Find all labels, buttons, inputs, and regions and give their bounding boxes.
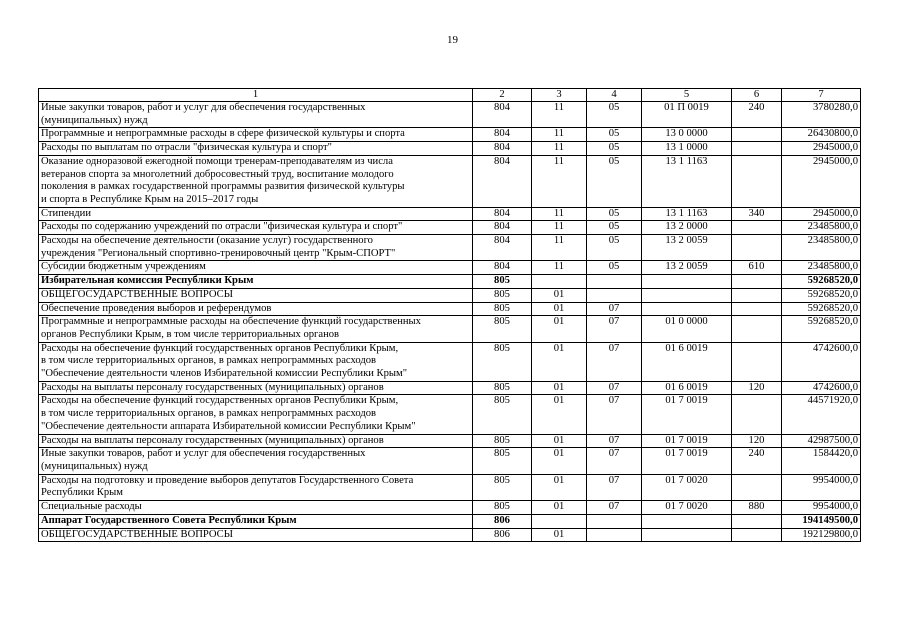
row-c6-cell (732, 128, 782, 142)
row-c5-cell: 01 П 0019 (642, 102, 732, 128)
row-name-cell (39, 275, 473, 289)
row-c4-cell: 07 (587, 434, 642, 448)
row-c5-cell: 13 1 1163 (642, 155, 732, 207)
table-row (39, 528, 861, 542)
page-number: 19 (447, 34, 458, 46)
row-name-cell (39, 302, 473, 316)
row-sum-cell: 2945000,0 (782, 142, 861, 156)
row-name-line: Избирательная комиссия Республики Крым (41, 275, 254, 287)
header-col-6: 6 (732, 89, 782, 102)
row-c4-cell (587, 528, 642, 542)
row-c3-cell: 01 (532, 381, 587, 395)
row-c3-cell: 01 (532, 434, 587, 448)
row-c5-cell (642, 302, 732, 316)
row-c6-cell: 610 (732, 261, 782, 275)
table-header-row (39, 89, 861, 102)
row-name-line: Аппарат Государственного Совета Республики Крым (41, 514, 297, 526)
row-c2-cell: 806 (473, 514, 532, 528)
row-c5-cell: 13 1 1163 (642, 207, 732, 221)
row-name-cell (39, 221, 473, 235)
row-name-cell (39, 474, 473, 500)
row-name-line: Программные и непрограммные расходы на обеспечение функций государственных (41, 316, 421, 328)
row-c2-cell: 804 (473, 142, 532, 156)
row-name-cell (39, 501, 473, 515)
row-c5-cell: 01 7 0019 (642, 448, 732, 474)
budget-table (38, 88, 861, 542)
row-name-cell (39, 316, 473, 342)
row-c3-cell: 11 (532, 142, 587, 156)
row-sum-cell: 59268520,0 (782, 275, 861, 289)
table-row (39, 474, 861, 500)
table-row (39, 275, 861, 289)
row-c6-cell (732, 221, 782, 235)
row-c2-cell: 805 (473, 275, 532, 289)
row-c3-cell: 01 (532, 342, 587, 381)
row-name-line: в том числе территориальных органов, в рамках непрограммных расходов (41, 355, 377, 367)
row-c6-cell (732, 288, 782, 302)
row-c2-cell: 805 (473, 288, 532, 302)
table-row (39, 128, 861, 142)
row-c5-cell: 01 6 0019 (642, 381, 732, 395)
table-row (39, 501, 861, 515)
row-c3-cell: 01 (532, 474, 587, 500)
table-row (39, 235, 861, 261)
row-c2-cell: 805 (473, 381, 532, 395)
row-c2-cell: 805 (473, 342, 532, 381)
table-row (39, 221, 861, 235)
row-c5-cell: 01 7 0020 (642, 474, 732, 500)
row-c3-cell: 11 (532, 261, 587, 275)
row-name-line: Расходы на обеспечение функций государственных органов Республики Крым, (41, 395, 399, 407)
row-c2-cell: 805 (473, 474, 532, 500)
row-c6-cell: 240 (732, 102, 782, 128)
row-name-cell (39, 342, 473, 381)
row-name-cell (39, 155, 473, 207)
row-c4-cell: 05 (587, 261, 642, 275)
row-c2-cell: 804 (473, 102, 532, 128)
row-c6-cell: 120 (732, 381, 782, 395)
row-name-line: поколения в рамках государственной программы развития физической культуры (41, 181, 405, 193)
row-c4-cell: 07 (587, 381, 642, 395)
row-name-line: Расходы по выплатам по отрасли "физическая культура и спорт" (41, 142, 332, 154)
row-c6-cell (732, 302, 782, 316)
row-c5-cell: 13 2 0059 (642, 261, 732, 275)
row-c3-cell: 01 (532, 501, 587, 515)
row-c4-cell: 07 (587, 342, 642, 381)
row-c3-cell: 01 (532, 395, 587, 434)
row-c4-cell: 05 (587, 128, 642, 142)
row-c4-cell: 07 (587, 474, 642, 500)
row-sum-cell: 42987500,0 (782, 434, 861, 448)
row-c2-cell: 804 (473, 235, 532, 261)
row-c6-cell: 880 (732, 501, 782, 515)
table-row (39, 302, 861, 316)
row-c6-cell: 120 (732, 434, 782, 448)
row-c5-cell: 01 6 0019 (642, 342, 732, 381)
row-sum-cell: 59268520,0 (782, 316, 861, 342)
table-row (39, 155, 861, 207)
row-name-line: Обеспечение проведения выборов и референдумов (41, 302, 272, 314)
row-c4-cell: 07 (587, 448, 642, 474)
header-col-7: 7 (782, 89, 861, 102)
table-row (39, 514, 861, 528)
row-name-line: Расходы на выплаты персоналу государственных (муниципальных) органов (41, 381, 384, 393)
row-sum-cell: 44571920,0 (782, 395, 861, 434)
row-name-cell (39, 434, 473, 448)
header-col-4: 4 (587, 89, 642, 102)
row-c5-cell: 01 0 0000 (642, 316, 732, 342)
row-name-cell (39, 207, 473, 221)
row-c4-cell: 07 (587, 395, 642, 434)
row-name-line: Расходы на обеспечение деятельности (оказание услуг) государственного (41, 235, 373, 247)
table-row (39, 316, 861, 342)
row-name-line: в том числе территориальных органов, в рамках непрограммных расходов (41, 408, 377, 420)
row-c2-cell: 804 (473, 207, 532, 221)
table-row (39, 434, 861, 448)
row-name-line: ОБЩЕГОСУДАРСТВЕННЫЕ ВОПРОСЫ (41, 528, 233, 540)
row-name-line: органов Республики Крым, в том числе территориальных органов (41, 328, 340, 340)
row-c2-cell: 805 (473, 302, 532, 316)
row-c3-cell: 01 (532, 316, 587, 342)
row-name-line: ветеранов спорта за многолетний добросовестный труд, воспитание молодого (41, 168, 394, 180)
row-c3-cell: 11 (532, 102, 587, 128)
row-c2-cell: 804 (473, 128, 532, 142)
row-name-line: Расходы на подготовку и проведение выборов депутатов Государственного Совета (41, 474, 414, 486)
row-sum-cell: 3780280,0 (782, 102, 861, 128)
row-name-line: Республики Крым (41, 487, 123, 499)
row-name-line: ОБЩЕГОСУДАРСТВЕННЫЕ ВОПРОСЫ (41, 288, 233, 300)
row-sum-cell: 1584420,0 (782, 448, 861, 474)
row-sum-cell: 4742600,0 (782, 342, 861, 381)
row-name-line: Стипендии (41, 207, 91, 219)
row-c6-cell (732, 474, 782, 500)
table-row (39, 288, 861, 302)
header-col-2: 2 (473, 89, 532, 102)
row-name-line: (муниципальных) нужд (41, 114, 148, 126)
row-c5-cell: 13 2 0000 (642, 221, 732, 235)
row-name-line: Расходы по содержанию учреждений по отрасли "физическая культура и спорт" (41, 221, 403, 233)
row-c5-cell (642, 514, 732, 528)
table-row (39, 261, 861, 275)
row-c3-cell: 01 (532, 302, 587, 316)
row-c3-cell (532, 275, 587, 289)
row-c5-cell: 13 0 0000 (642, 128, 732, 142)
row-name-line: Субсидии бюджетным учреждениям (41, 261, 206, 273)
row-c3-cell: 01 (532, 448, 587, 474)
row-c3-cell: 11 (532, 128, 587, 142)
row-c4-cell: 05 (587, 207, 642, 221)
row-c4-cell: 07 (587, 316, 642, 342)
row-c4-cell: 07 (587, 501, 642, 515)
row-c4-cell: 05 (587, 155, 642, 207)
table-row (39, 207, 861, 221)
row-sum-cell: 23485800,0 (782, 235, 861, 261)
row-c5-cell: 13 1 0000 (642, 142, 732, 156)
row-sum-cell: 192129800,0 (782, 528, 861, 542)
row-name-cell (39, 395, 473, 434)
row-c4-cell: 05 (587, 102, 642, 128)
row-c2-cell: 805 (473, 448, 532, 474)
row-c2-cell: 805 (473, 434, 532, 448)
table-row (39, 448, 861, 474)
row-c3-cell: 11 (532, 235, 587, 261)
row-name-line: и спорта в Республике Крым на 2015–2017 годы (41, 193, 259, 205)
row-c2-cell: 806 (473, 528, 532, 542)
row-name-cell (39, 288, 473, 302)
row-c6-cell (732, 342, 782, 381)
row-sum-cell: 2945000,0 (782, 155, 861, 207)
row-c3-cell: 11 (532, 155, 587, 207)
row-c3-cell (532, 514, 587, 528)
row-c3-cell: 01 (532, 528, 587, 542)
row-c2-cell: 804 (473, 221, 532, 235)
row-sum-cell: 9954000,0 (782, 501, 861, 515)
row-c2-cell: 805 (473, 316, 532, 342)
row-c6-cell (732, 275, 782, 289)
row-c6-cell (732, 155, 782, 207)
row-c5-cell (642, 275, 732, 289)
row-c5-cell: 13 2 0059 (642, 235, 732, 261)
row-sum-cell: 4742600,0 (782, 381, 861, 395)
row-c3-cell: 01 (532, 288, 587, 302)
row-name-line: Иные закупки товаров, работ и услуг для обеспечения государственных (41, 102, 366, 113)
row-name-cell (39, 128, 473, 142)
row-c6-cell (732, 142, 782, 156)
row-name-line: Оказание одноразовой ежегодной помощи тренерам-преподавателям из числа (41, 155, 393, 167)
row-name-line: Расходы на выплаты персоналу государственных (муниципальных) органов (41, 434, 384, 446)
row-c4-cell (587, 275, 642, 289)
row-name-line: Расходы на обеспечение функций государственных органов Республики Крым, (41, 342, 399, 354)
row-name-line: учреждения "Региональный спортивно-тренировочный центр "Крым-СПОРТ" (41, 247, 396, 259)
row-sum-cell: 2945000,0 (782, 207, 861, 221)
table-row (39, 381, 861, 395)
row-c6-cell: 340 (732, 207, 782, 221)
table-row (39, 142, 861, 156)
table-body (39, 102, 861, 542)
row-name-cell (39, 102, 473, 128)
header-col-5: 5 (642, 89, 732, 102)
row-c6-cell (732, 316, 782, 342)
table-row (39, 102, 861, 128)
row-c4-cell: 05 (587, 221, 642, 235)
header-col-1: 1 (39, 89, 473, 102)
row-name-line: Программные и непрограммные расходы в сфере физической культуры и спорта (41, 128, 405, 140)
row-name-cell (39, 235, 473, 261)
table-row (39, 395, 861, 434)
row-sum-cell: 26430800,0 (782, 128, 861, 142)
row-name-cell (39, 261, 473, 275)
row-sum-cell: 59268520,0 (782, 302, 861, 316)
row-name-line: "Обеспечение деятельности членов Избирательной комиссии Республики Крым" (41, 368, 408, 380)
row-name-line: Иные закупки товаров, работ и услуг для обеспечения государственных (41, 448, 366, 460)
row-c2-cell: 805 (473, 395, 532, 434)
row-c2-cell: 804 (473, 155, 532, 207)
row-c2-cell: 805 (473, 501, 532, 515)
row-c6-cell: 240 (732, 448, 782, 474)
row-c4-cell (587, 288, 642, 302)
row-sum-cell: 9954000,0 (782, 474, 861, 500)
row-name-cell (39, 514, 473, 528)
header-col-3: 3 (532, 89, 587, 102)
row-c2-cell: 804 (473, 261, 532, 275)
row-sum-cell: 59268520,0 (782, 288, 861, 302)
row-name-cell (39, 381, 473, 395)
row-name-cell (39, 142, 473, 156)
row-name-line: "Обеспечение деятельности аппарата Избирательной комиссии Республики Крым" (41, 420, 416, 432)
row-name-line: Специальные расходы (41, 501, 142, 513)
row-c5-cell: 01 7 0019 (642, 395, 732, 434)
row-c3-cell: 11 (532, 207, 587, 221)
row-c6-cell (732, 528, 782, 542)
row-c6-cell (732, 395, 782, 434)
row-c4-cell (587, 514, 642, 528)
row-c5-cell: 01 7 0020 (642, 501, 732, 515)
row-c6-cell (732, 514, 782, 528)
row-name-cell (39, 528, 473, 542)
row-name-cell (39, 448, 473, 474)
row-c4-cell: 05 (587, 142, 642, 156)
row-c4-cell: 05 (587, 235, 642, 261)
row-c3-cell: 11 (532, 221, 587, 235)
row-sum-cell: 194149500,0 (782, 514, 861, 528)
row-c5-cell: 01 7 0019 (642, 434, 732, 448)
row-c5-cell (642, 528, 732, 542)
row-c5-cell (642, 288, 732, 302)
row-c6-cell (732, 235, 782, 261)
row-sum-cell: 23485800,0 (782, 261, 861, 275)
table-row (39, 342, 861, 381)
row-sum-cell: 23485800,0 (782, 221, 861, 235)
row-c4-cell: 07 (587, 302, 642, 316)
row-name-line: (муниципальных) нужд (41, 460, 148, 472)
